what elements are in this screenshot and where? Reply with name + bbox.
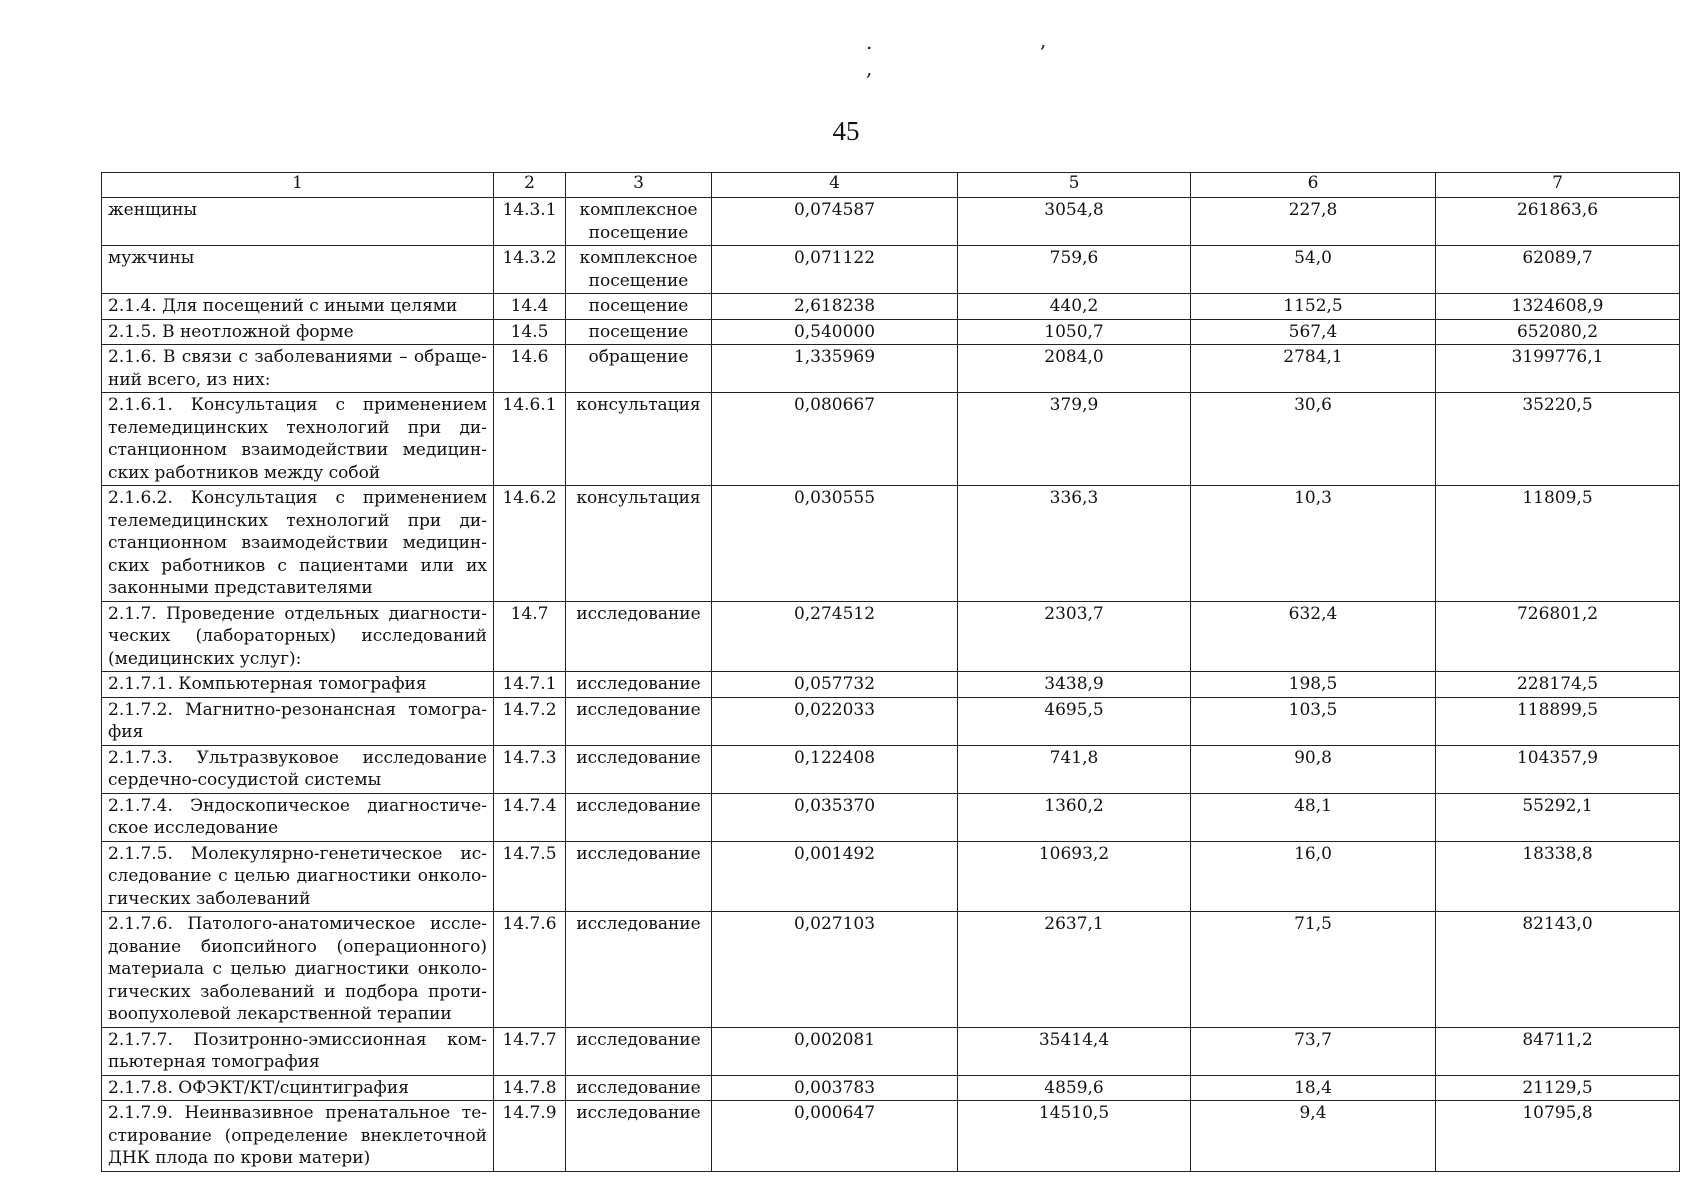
row-value-cell: 1324608,9: [1436, 294, 1680, 320]
row-value-cell: 2303,7: [958, 601, 1191, 672]
table-row: [102, 745, 1680, 793]
row-code-cell: 14.7.8: [494, 1075, 566, 1101]
table-row: [102, 345, 1680, 393]
column-header: 7: [1436, 173, 1680, 198]
table-row: [102, 246, 1680, 294]
row-code-cell: 14.7.7: [494, 1027, 566, 1075]
row-unit-cell: исследование: [566, 912, 712, 1028]
row-value-cell: 10,3: [1191, 486, 1436, 602]
table-body: [102, 198, 1680, 1172]
row-unit-cell: посещение: [566, 319, 712, 345]
row-value-cell: 198,5: [1191, 672, 1436, 698]
row-value-cell: 3438,9: [958, 672, 1191, 698]
row-value-cell: 11809,5: [1436, 486, 1680, 602]
row-value-cell: 1152,5: [1191, 294, 1436, 320]
scan-mark: ,: [1040, 28, 1047, 52]
row-value-cell: 30,6: [1191, 393, 1436, 486]
row-value-cell: 71,5: [1191, 912, 1436, 1028]
table-row: [102, 672, 1680, 698]
row-value-cell: 104357,9: [1436, 745, 1680, 793]
row-value-cell: 0,001492: [712, 841, 958, 912]
table-row: [102, 319, 1680, 345]
row-value-cell: 759,6: [958, 246, 1191, 294]
row-code-cell: 14.6: [494, 345, 566, 393]
row-value-cell: 90,8: [1191, 745, 1436, 793]
row-value-cell: 2084,0: [958, 345, 1191, 393]
row-name-cell: 2.1.7.2. Магнитно-резонансная томогра-фия: [102, 697, 494, 745]
header-row: [102, 173, 1680, 198]
row-unit-cell: обращение: [566, 345, 712, 393]
row-value-cell: 0,274512: [712, 601, 958, 672]
row-code-cell: 14.7.3: [494, 745, 566, 793]
row-value-cell: 261863,6: [1436, 198, 1680, 246]
table-row: [102, 1027, 1680, 1075]
row-unit-cell: исследование: [566, 793, 712, 841]
row-code-cell: 14.6.2: [494, 486, 566, 602]
table-row: [102, 294, 1680, 320]
row-unit-cell: исследование: [566, 672, 712, 698]
row-code-cell: 14.7: [494, 601, 566, 672]
row-value-cell: 1,335969: [712, 345, 958, 393]
row-value-cell: 0,003783: [712, 1075, 958, 1101]
table-row: [102, 393, 1680, 486]
row-value-cell: 0,071122: [712, 246, 958, 294]
row-name-cell: 2.1.7.4. Эндоскопическое диагностиче-ское исследование: [102, 793, 494, 841]
row-name-cell: 2.1.7. Проведение отдельных диагности-ческих (лабораторных) исследований (медицинских услуг):: [102, 601, 494, 672]
row-value-cell: 73,7: [1191, 1027, 1436, 1075]
row-code-cell: 14.5: [494, 319, 566, 345]
row-unit-cell: исследование: [566, 745, 712, 793]
row-value-cell: 652080,2: [1436, 319, 1680, 345]
table-row: [102, 1101, 1680, 1172]
row-name-cell: 2.1.4. Для посещений с иными целями: [102, 294, 494, 320]
row-code-cell: 14.4: [494, 294, 566, 320]
row-unit-cell: консультация: [566, 486, 712, 602]
row-name-cell: мужчины: [102, 246, 494, 294]
row-value-cell: 379,9: [958, 393, 1191, 486]
row-value-cell: 35220,5: [1436, 393, 1680, 486]
row-unit-cell: посещение: [566, 294, 712, 320]
row-value-cell: 0,035370: [712, 793, 958, 841]
column-header: 3: [566, 173, 712, 198]
row-value-cell: 103,5: [1191, 697, 1436, 745]
row-value-cell: 4695,5: [958, 697, 1191, 745]
row-unit-cell: исследование: [566, 601, 712, 672]
row-value-cell: 84711,2: [1436, 1027, 1680, 1075]
row-unit-cell: исследование: [566, 1101, 712, 1172]
row-unit-cell: исследование: [566, 841, 712, 912]
row-value-cell: 10693,2: [958, 841, 1191, 912]
table-row: [102, 793, 1680, 841]
row-value-cell: 0,057732: [712, 672, 958, 698]
row-value-cell: 0,080667: [712, 393, 958, 486]
row-value-cell: 0,030555: [712, 486, 958, 602]
row-code-cell: 14.7.1: [494, 672, 566, 698]
row-name-cell: 2.1.6.2. Консультация с применением телемедицинских технологий при ди-станционном взаимодействии медицин-ских работников с пациентами или их законными представителями: [102, 486, 494, 602]
row-value-cell: 48,1: [1191, 793, 1436, 841]
row-value-cell: 10795,8: [1436, 1101, 1680, 1172]
row-unit-cell: исследование: [566, 697, 712, 745]
row-value-cell: 0,540000: [712, 319, 958, 345]
row-value-cell: 227,8: [1191, 198, 1436, 246]
row-value-cell: 1360,2: [958, 793, 1191, 841]
row-code-cell: 14.3.1: [494, 198, 566, 246]
row-value-cell: 35414,4: [958, 1027, 1191, 1075]
row-value-cell: 3199776,1: [1436, 345, 1680, 393]
row-value-cell: 632,4: [1191, 601, 1436, 672]
row-value-cell: 0,074587: [712, 198, 958, 246]
row-value-cell: 54,0: [1191, 246, 1436, 294]
column-header: 6: [1191, 173, 1436, 198]
row-value-cell: 726801,2: [1436, 601, 1680, 672]
row-value-cell: 118899,5: [1436, 697, 1680, 745]
table-row: [102, 912, 1680, 1028]
row-code-cell: 14.7.2: [494, 697, 566, 745]
row-name-cell: 2.1.7.3. Ультразвуковое исследование сердечно-сосудистой системы: [102, 745, 494, 793]
table-row: [102, 841, 1680, 912]
table-row: [102, 1075, 1680, 1101]
row-value-cell: 741,8: [958, 745, 1191, 793]
row-value-cell: 0,000647: [712, 1101, 958, 1172]
table-row: [102, 486, 1680, 602]
row-code-cell: 14.7.9: [494, 1101, 566, 1172]
row-value-cell: 82143,0: [1436, 912, 1680, 1028]
row-unit-cell: комплексное посещение: [566, 198, 712, 246]
row-value-cell: 14510,5: [958, 1101, 1191, 1172]
data-table-container: [101, 172, 1679, 1172]
scan-mark: ,: [866, 56, 873, 80]
row-code-cell: 14.6.1: [494, 393, 566, 486]
row-value-cell: 228174,5: [1436, 672, 1680, 698]
row-name-cell: 2.1.7.1. Компьютерная томография: [102, 672, 494, 698]
row-value-cell: 336,3: [958, 486, 1191, 602]
row-name-cell: 2.1.7.5. Молекулярно-генетическое ис-следование с целью диагностики онколо-гических заболеваний: [102, 841, 494, 912]
row-value-cell: 440,2: [958, 294, 1191, 320]
row-name-cell: 2.1.5. В неотложной форме: [102, 319, 494, 345]
row-value-cell: 21129,5: [1436, 1075, 1680, 1101]
row-name-cell: 2.1.7.8. ОФЭКТ/КТ/сцинтиграфия: [102, 1075, 494, 1101]
row-value-cell: 18338,8: [1436, 841, 1680, 912]
row-value-cell: 0,122408: [712, 745, 958, 793]
row-value-cell: 4859,6: [958, 1075, 1191, 1101]
row-value-cell: 9,4: [1191, 1101, 1436, 1172]
row-value-cell: 0,027103: [712, 912, 958, 1028]
row-name-cell: 2.1.7.9. Неинвазивное пренатальное те-стирование (определение внеклеточной ДНК плода по крови матери): [102, 1101, 494, 1172]
row-value-cell: 16,0: [1191, 841, 1436, 912]
row-name-cell: 2.1.6. В связи с заболеваниями – обраще-ний всего, из них:: [102, 345, 494, 393]
page-number: 45: [832, 116, 860, 146]
row-code-cell: 14.7.6: [494, 912, 566, 1028]
column-header: 4: [712, 173, 958, 198]
row-name-cell: 2.1.6.1. Консультация с применением телемедицинских технологий при ди-станционном взаимодействии медицин-ских работников между собой: [102, 393, 494, 486]
row-value-cell: 567,4: [1191, 319, 1436, 345]
row-name-cell: женщины: [102, 198, 494, 246]
row-value-cell: 18,4: [1191, 1075, 1436, 1101]
row-unit-cell: исследование: [566, 1027, 712, 1075]
row-value-cell: 55292,1: [1436, 793, 1680, 841]
row-name-cell: 2.1.7.6. Патолого-анатомическое иссле-дование биопсийного (операционного) материала с целью диагностики онколо-гических заболеваний и подбора проти-воопухолевой лекарственной терапии: [102, 912, 494, 1028]
row-value-cell: 0,002081: [712, 1027, 958, 1075]
table-row: [102, 697, 1680, 745]
row-unit-cell: комплексное посещение: [566, 246, 712, 294]
row-name-cell: 2.1.7.7. Позитронно-эмиссионная ком-пьютерная томография: [102, 1027, 494, 1075]
row-code-cell: 14.7.5: [494, 841, 566, 912]
scan-mark: .: [866, 30, 873, 54]
table-row: [102, 198, 1680, 246]
row-value-cell: 2637,1: [958, 912, 1191, 1028]
row-value-cell: 2784,1: [1191, 345, 1436, 393]
table-row: [102, 601, 1680, 672]
row-value-cell: 62089,7: [1436, 246, 1680, 294]
row-code-cell: 14.3.2: [494, 246, 566, 294]
row-value-cell: 2,618238: [712, 294, 958, 320]
row-unit-cell: исследование: [566, 1075, 712, 1101]
column-header: 5: [958, 173, 1191, 198]
row-value-cell: 1050,7: [958, 319, 1191, 345]
row-unit-cell: консультация: [566, 393, 712, 486]
column-header: 1: [102, 173, 494, 198]
data-table: [101, 172, 1680, 1172]
row-code-cell: 14.7.4: [494, 793, 566, 841]
row-value-cell: 3054,8: [958, 198, 1191, 246]
row-value-cell: 0,022033: [712, 697, 958, 745]
column-header: 2: [494, 173, 566, 198]
